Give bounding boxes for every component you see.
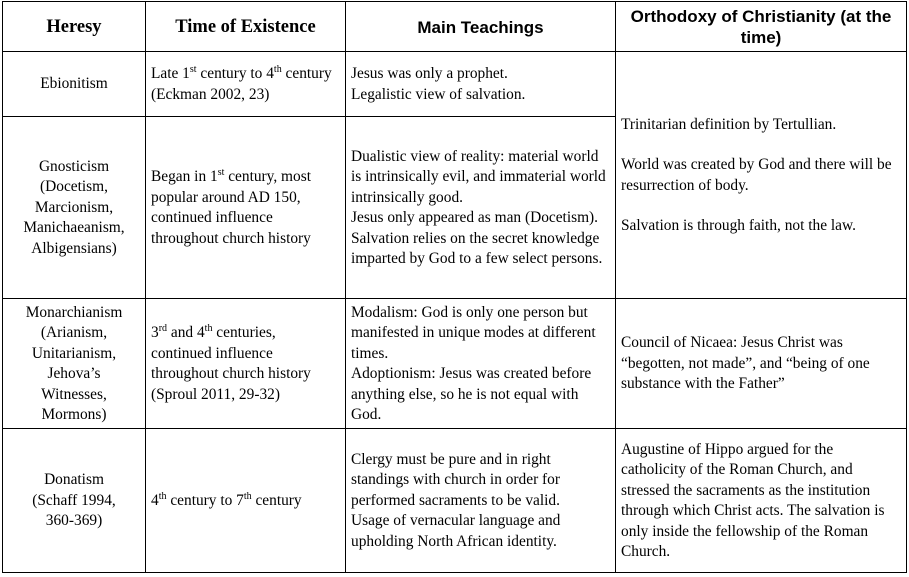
heresy-name: Donatism (Schaff 1994, 360-369) — [3, 429, 146, 573]
orthodoxy-paragraph: Salvation is through faith, not the law. — [621, 217, 856, 234]
heresy-table — [2, 1, 907, 573]
heresy-name: Monarchianism (Arianism, Unitarianism, Jehova’s Witnesses, Mormons) — [3, 299, 146, 429]
time-of-existence: 4th century to 7th century — [146, 429, 346, 573]
header-teachings: Main Teachings — [346, 2, 616, 52]
orthodoxy: Augustine of Hippo argued for the catholicity of the Roman Church, and stressed the sacraments as the institution through which Christ acts. The salvation is only inside the fellowship of the Roman Church. — [616, 429, 907, 573]
main-teachings: Jesus was only a prophet. Legalistic view of salvation. — [346, 52, 616, 117]
orthodoxy-paragraph: Trinitarian definition by Tertullian. — [621, 115, 837, 133]
orthodoxy-paragraph: World was created by God and there will be resurrection of body. — [621, 156, 892, 194]
main-teachings: Dualistic view of reality: material world is intrinsically evil, and immaterial world intrinsically good. Jesus only appeared as man (Docetism). Salvation relies on the secret knowledge imparted by God to a few select persons. — [346, 117, 616, 299]
orthodoxy-merged — [616, 52, 907, 299]
header-time: Time of Existence — [146, 2, 346, 52]
time-of-existence: Began in 1st century, most popular around AD 150, continued influence throughout church history — [146, 117, 346, 299]
main-teachings: Modalism: God is only one person but manifested in unique modes at different times. Adoptionism: Jesus was created before anything else, so he is not equal with God. — [346, 299, 616, 429]
time-of-existence: 3rd and 4th centuries, continued influence throughout church history (Sproul 2011, 29-32) — [146, 299, 346, 429]
header-heresy: Heresy — [3, 2, 146, 52]
heresy-name: Ebionitism — [3, 52, 146, 117]
table-row — [3, 52, 907, 117]
main-teachings: Clergy must be pure and in right standings with church in order for performed sacraments to be valid. Usage of vernacular language and upholding North African identity. — [346, 429, 616, 573]
table-row — [3, 429, 907, 573]
header-row — [3, 2, 907, 52]
header-orthodoxy: Orthodoxy of Christianity (at the time) — [616, 2, 907, 52]
heresy-name: Gnosticism (Docetism, Marcionism, Manichaeanism, Albigensians) — [3, 117, 146, 299]
orthodoxy: Council of Nicaea: Jesus Christ was “begotten, not made”, and “being of one substance with the Father” — [616, 299, 907, 429]
table-row — [3, 299, 907, 429]
time-of-existence: Late 1st century to 4th century (Eckman 2002, 23) — [146, 52, 346, 117]
